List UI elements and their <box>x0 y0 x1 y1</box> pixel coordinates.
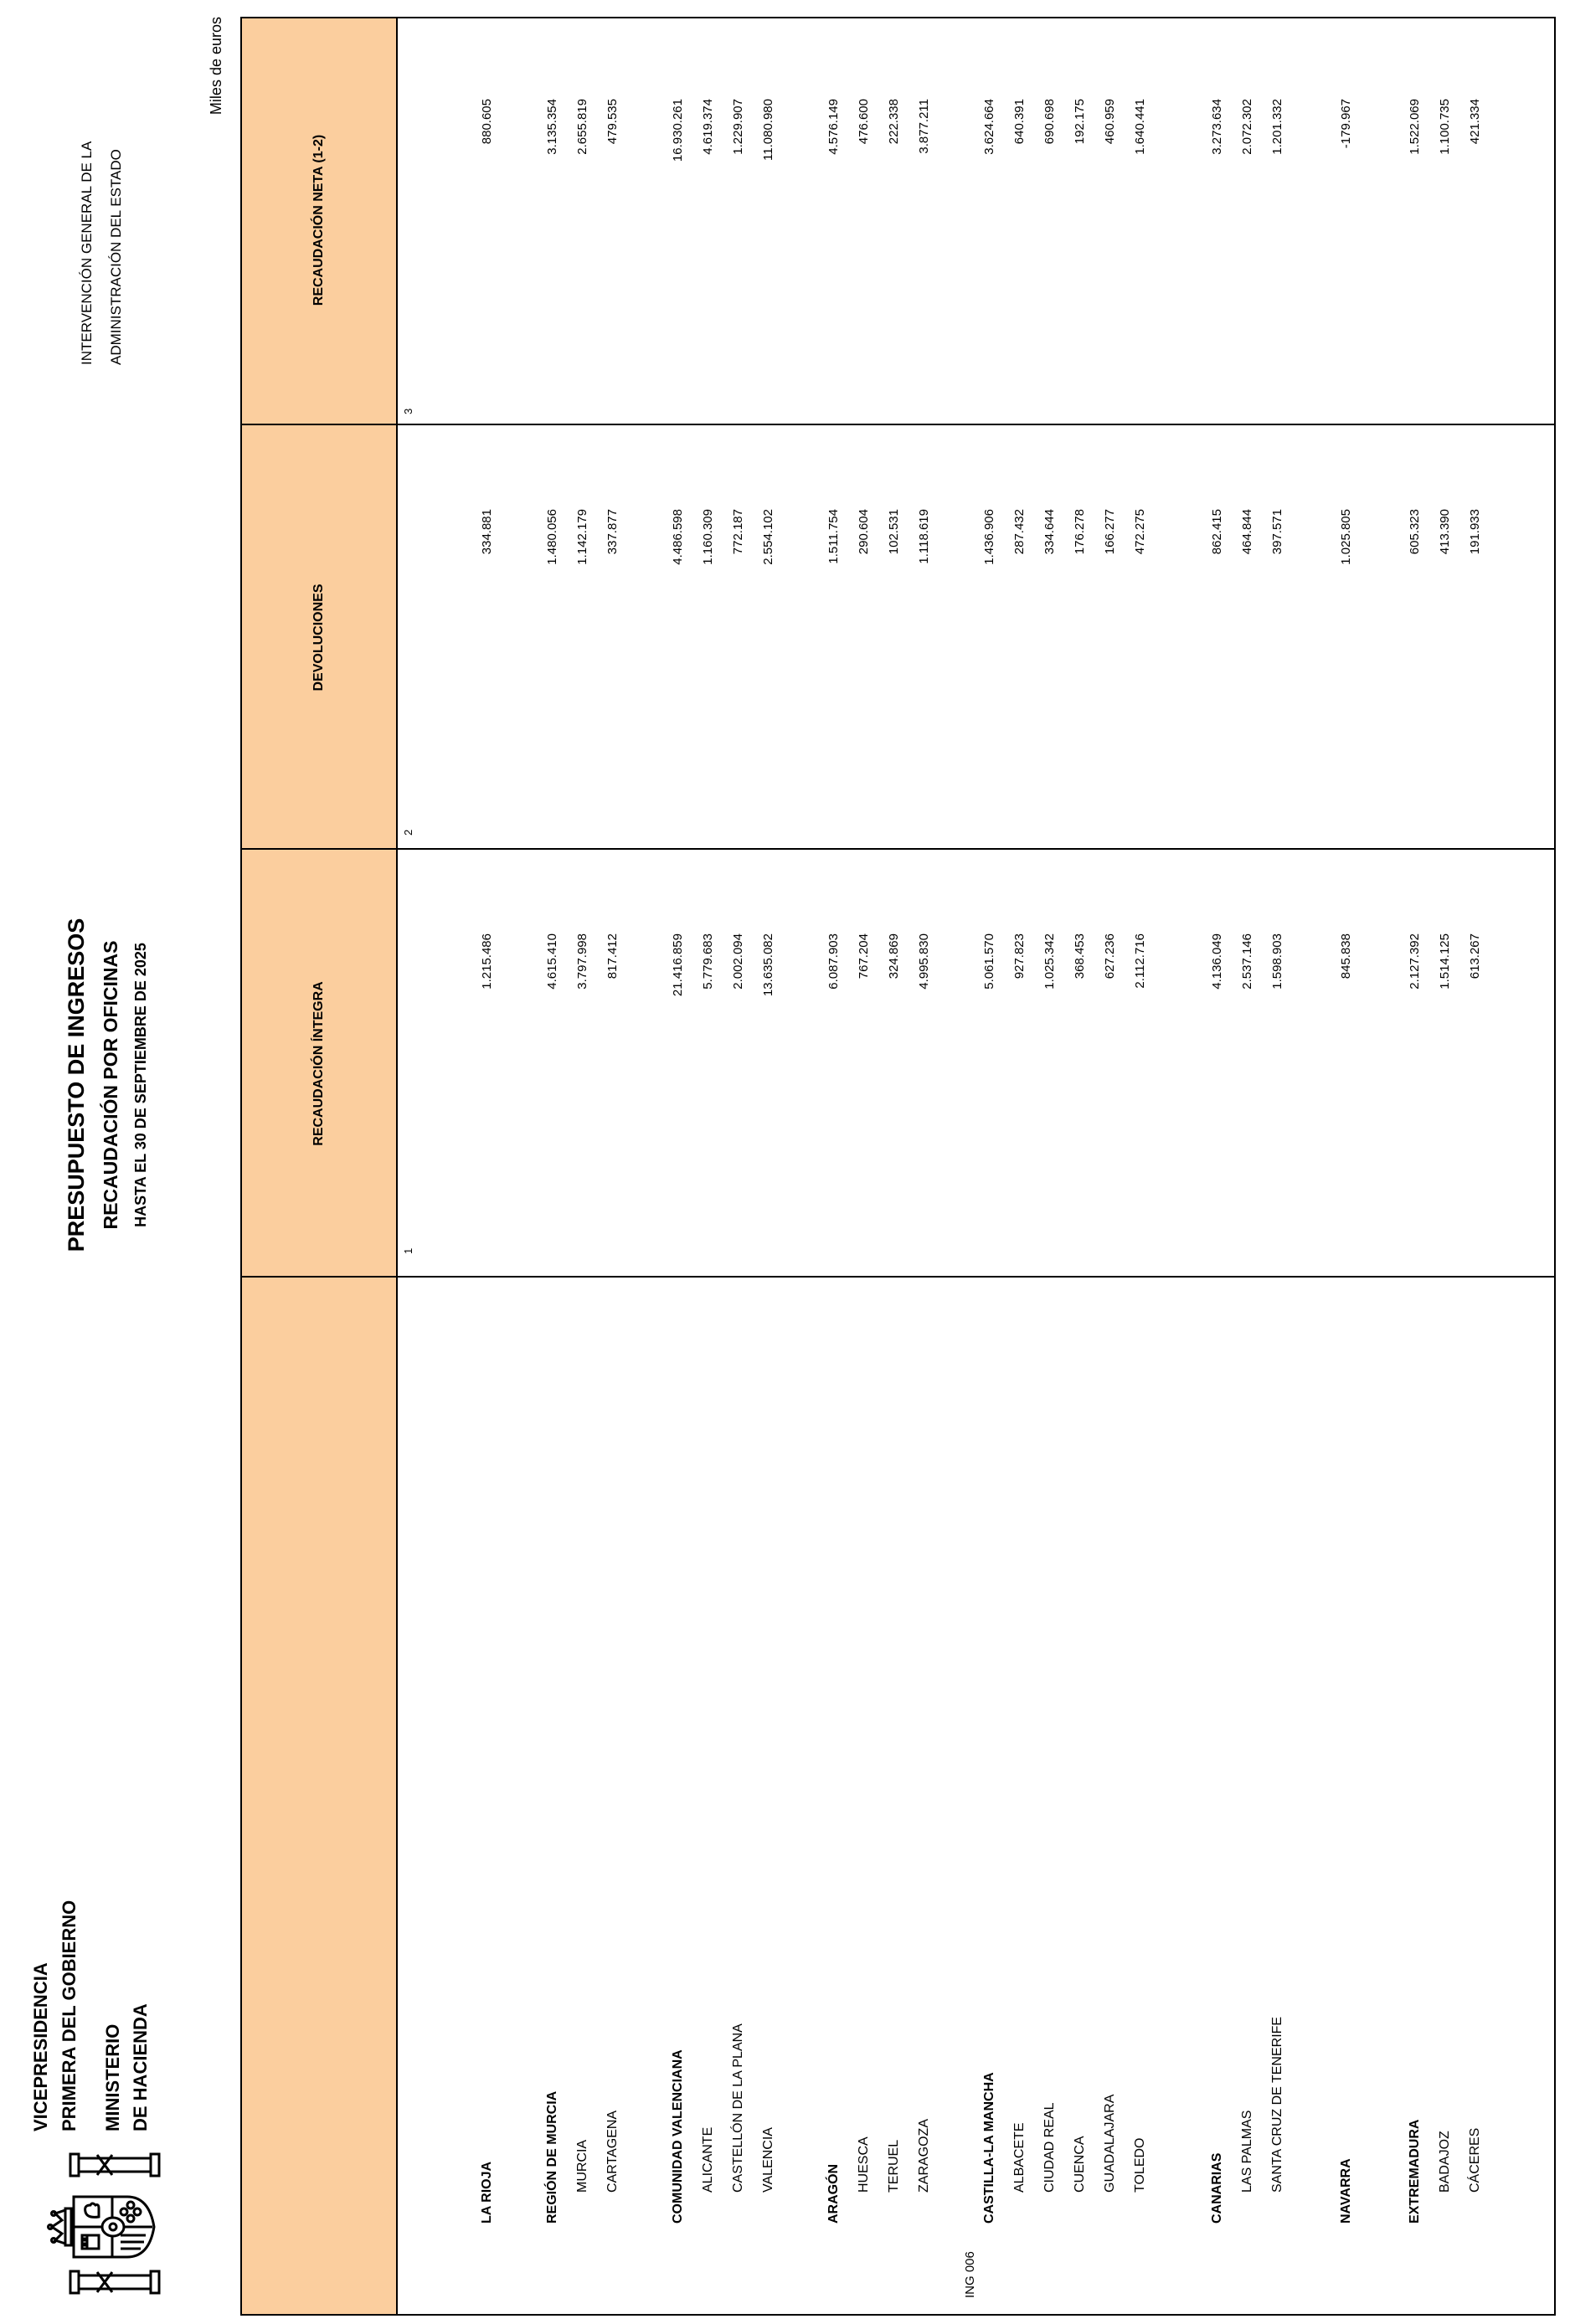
column-header-neta: RECAUDACIÓN NETA (1-2) <box>311 134 326 306</box>
office-label: CIUDAD REAL <box>1042 2102 1057 2193</box>
value-recaudacion-neta: 1.522.069 <box>1408 99 1422 155</box>
value-recaudacion-neta: 3.273.634 <box>1210 99 1224 155</box>
office-label: CASTILLA-LA MANCHA <box>982 2072 996 2224</box>
value-devoluciones: 1.160.309 <box>701 509 715 565</box>
office-label: CÁCERES <box>1468 2127 1482 2193</box>
value-recaudacion-neta: 192.175 <box>1073 99 1087 145</box>
value-devoluciones: 1.436.906 <box>982 509 996 565</box>
table-row <box>1400 15 1430 2314</box>
value-recaudacion-neta: 1.100.735 <box>1438 99 1452 155</box>
table-row <box>538 15 568 2314</box>
column-number-marker: 3 <box>402 408 414 414</box>
ministry-line: PRIMERA DEL GOBIERNO <box>59 1900 80 2131</box>
value-devoluciones: 334.644 <box>1042 509 1057 555</box>
value-devoluciones: 1.480.056 <box>545 509 559 565</box>
value-recaudacion-neta: 880.605 <box>480 99 494 145</box>
value-devoluciones: 166.277 <box>1103 509 1117 555</box>
value-recaudacion-neta: 690.698 <box>1042 99 1057 145</box>
office-label: CARTAGENA <box>605 2110 620 2193</box>
value-recaudacion-neta: 476.600 <box>857 99 871 145</box>
value-devoluciones: 4.486.598 <box>671 509 685 565</box>
value-recaudacion-neta: 4.576.149 <box>826 99 841 155</box>
value-recaudacion-integra: 1.025.342 <box>1042 933 1057 990</box>
value-devoluciones: 1.142.179 <box>575 509 589 565</box>
office-label: ALBACETE <box>1012 2122 1027 2193</box>
table-row <box>1263 15 1293 2314</box>
office-label: NAVARRA <box>1339 2158 1353 2224</box>
value-devoluciones: 176.278 <box>1073 509 1087 555</box>
value-devoluciones: 2.554.102 <box>761 509 775 565</box>
table-row <box>1125 15 1156 2314</box>
office-label: LA RIOJA <box>480 2161 494 2224</box>
value-recaudacion-integra: 5.061.570 <box>982 933 996 990</box>
value-devoluciones: 287.432 <box>1012 509 1027 555</box>
value-devoluciones: 772.187 <box>731 509 745 555</box>
table-row <box>1035 15 1065 2314</box>
office-label: CANARIAS <box>1210 2152 1224 2224</box>
office-label: CUENCA <box>1073 2136 1087 2193</box>
value-devoluciones: 191.933 <box>1468 509 1482 555</box>
table-row <box>1331 15 1362 2314</box>
table-row <box>754 15 784 2314</box>
value-devoluciones: 397.571 <box>1270 509 1284 555</box>
table-row <box>568 15 598 2314</box>
office-label: LAS PALMAS <box>1240 2110 1254 2193</box>
table-row <box>1095 15 1125 2314</box>
value-recaudacion-integra: 6.087.903 <box>826 933 841 990</box>
value-recaudacion-neta: 1.229.907 <box>731 99 745 155</box>
value-recaudacion-integra: 4.615.410 <box>545 933 559 990</box>
value-recaudacion-integra: 5.779.683 <box>701 933 715 990</box>
office-label: CASTELLÓN DE LA PLANA <box>731 2023 745 2193</box>
value-devoluciones: 337.877 <box>605 509 620 555</box>
office-label: TOLEDO <box>1133 2137 1147 2193</box>
value-devoluciones: 464.844 <box>1240 509 1254 555</box>
column-number-marker: 1 <box>402 1247 414 1254</box>
value-recaudacion-neta: 3.624.664 <box>982 99 996 155</box>
table-row <box>693 15 723 2314</box>
value-devoluciones: 413.390 <box>1438 509 1452 555</box>
value-recaudacion-integra: 2.537.146 <box>1240 933 1254 990</box>
value-recaudacion-neta: 2.072.302 <box>1240 99 1254 155</box>
value-recaudacion-neta: 222.338 <box>887 99 901 145</box>
value-recaudacion-integra: 2.127.392 <box>1408 933 1422 990</box>
igae-line: ADMINISTRACIÓN DEL ESTADO <box>108 149 124 365</box>
value-recaudacion-neta: 16.930.261 <box>671 99 685 162</box>
table-row <box>723 15 754 2314</box>
table-row <box>663 15 693 2314</box>
value-devoluciones: 862.415 <box>1210 509 1224 555</box>
ministry-line: VICEPRESIDENCIA <box>30 1962 51 2131</box>
value-recaudacion-integra: 927.823 <box>1012 933 1027 979</box>
office-label: TERUEL <box>887 2139 901 2193</box>
value-devoluciones: 1.118.619 <box>917 509 931 564</box>
office-label: HUESCA <box>857 2136 871 2193</box>
spain-coat-of-arms-icon <box>47 2152 174 2296</box>
value-devoluciones: 1.511.754 <box>826 509 841 564</box>
value-recaudacion-neta: 3.877.211 <box>917 99 931 154</box>
table-row <box>975 15 1005 2314</box>
office-label: ZARAGOZA <box>917 2118 931 2193</box>
table-row <box>1202 15 1233 2314</box>
value-recaudacion-integra: 4.995.830 <box>917 933 931 990</box>
table-row <box>849 15 879 2314</box>
office-label: GUADALAJARA <box>1103 2094 1117 2193</box>
value-recaudacion-integra: 368.453 <box>1073 933 1087 979</box>
table-row <box>1430 15 1460 2314</box>
value-recaudacion-neta: 421.334 <box>1468 99 1482 145</box>
value-recaudacion-integra: 767.204 <box>857 933 871 979</box>
value-recaudacion-integra: 21.416.859 <box>671 933 685 997</box>
value-recaudacion-integra: 845.838 <box>1339 933 1353 979</box>
value-recaudacion-integra: 817.412 <box>605 933 620 979</box>
column-header-devoluciones: DEVOLUCIONES <box>311 584 326 692</box>
value-devoluciones: 290.604 <box>857 509 871 555</box>
table-row <box>879 15 909 2314</box>
value-recaudacion-integra: 1.215.486 <box>480 933 494 990</box>
value-recaudacion-integra: 4.136.049 <box>1210 933 1224 990</box>
value-recaudacion-neta: 640.391 <box>1012 99 1027 145</box>
table-row <box>909 15 939 2314</box>
value-recaudacion-integra: 324.869 <box>887 933 901 979</box>
value-recaudacion-integra: 1.598.903 <box>1270 933 1284 990</box>
table-row <box>819 15 849 2314</box>
table-row <box>1460 15 1490 2314</box>
igae-line: INTERVENCIÓN GENERAL DE LA <box>79 141 95 365</box>
table-row <box>1005 15 1035 2314</box>
office-label: BADAJOZ <box>1438 2131 1452 2193</box>
value-devoluciones: 605.323 <box>1408 509 1422 555</box>
office-label: REGIÓN DE MURCIA <box>545 2090 559 2224</box>
value-devoluciones: 1.025.805 <box>1339 509 1353 565</box>
value-recaudacion-integra: 3.797.998 <box>575 933 589 990</box>
value-recaudacion-integra: 13.635.082 <box>761 933 775 997</box>
table-row <box>472 15 502 2314</box>
page-title: PRESUPUESTO DE INGRESOS <box>64 918 89 1252</box>
value-recaudacion-neta: 2.655.819 <box>575 99 589 155</box>
column-header-integra: RECAUDACIÓN ÍNTEGRA <box>311 981 326 1146</box>
value-recaudacion-neta: 1.640.441 <box>1133 99 1147 155</box>
column-number-marker: 2 <box>402 829 414 836</box>
value-recaudacion-neta: 479.535 <box>605 99 620 145</box>
ministry-line: DE HACIENDA <box>130 2003 151 2131</box>
value-recaudacion-neta: 460.959 <box>1103 99 1117 145</box>
form-code: ING 006 <box>963 2251 977 2298</box>
office-label: SANTA CRUZ DE TENERIFE <box>1270 2016 1284 2193</box>
value-recaudacion-neta: 3.135.354 <box>545 99 559 155</box>
value-recaudacion-integra: 613.267 <box>1468 933 1482 979</box>
table-row <box>598 15 628 2314</box>
value-devoluciones: 334.881 <box>480 509 494 555</box>
table-row <box>1233 15 1263 2314</box>
value-recaudacion-neta: -179.967 <box>1339 99 1353 149</box>
value-recaudacion-integra: 2.112.716 <box>1133 933 1147 989</box>
value-recaudacion-neta: 11.080.980 <box>761 99 775 161</box>
table-header-band <box>242 18 398 2314</box>
page-subtitle: RECAUDACIÓN POR OFICINAS <box>100 940 121 1230</box>
value-devoluciones: 472.275 <box>1133 509 1147 555</box>
page-date-line: HASTA EL 30 DE SEPTIEMBRE DE 2025 <box>132 943 149 1227</box>
units-note: Miles de euros <box>208 17 224 116</box>
revenue-table <box>240 17 1556 2316</box>
office-label: EXTREMADURA <box>1408 2119 1422 2224</box>
value-recaudacion-neta: 1.201.332 <box>1270 99 1284 155</box>
value-recaudacion-neta: 4.619.374 <box>701 99 715 155</box>
value-recaudacion-integra: 627.236 <box>1103 933 1117 979</box>
office-label: ARAGÓN <box>826 2163 841 2224</box>
office-label: MURCIA <box>575 2139 589 2193</box>
table-row <box>1065 15 1095 2314</box>
value-devoluciones: 102.531 <box>887 509 901 555</box>
value-recaudacion-integra: 1.514.125 <box>1438 933 1452 990</box>
office-label: VALENCIA <box>761 2127 775 2193</box>
ministry-line: MINISTERIO <box>102 2023 123 2131</box>
value-recaudacion-integra: 2.002.094 <box>731 933 745 990</box>
office-label: COMUNIDAD VALENCIANA <box>671 2049 685 2224</box>
office-label: ALICANTE <box>701 2126 715 2193</box>
